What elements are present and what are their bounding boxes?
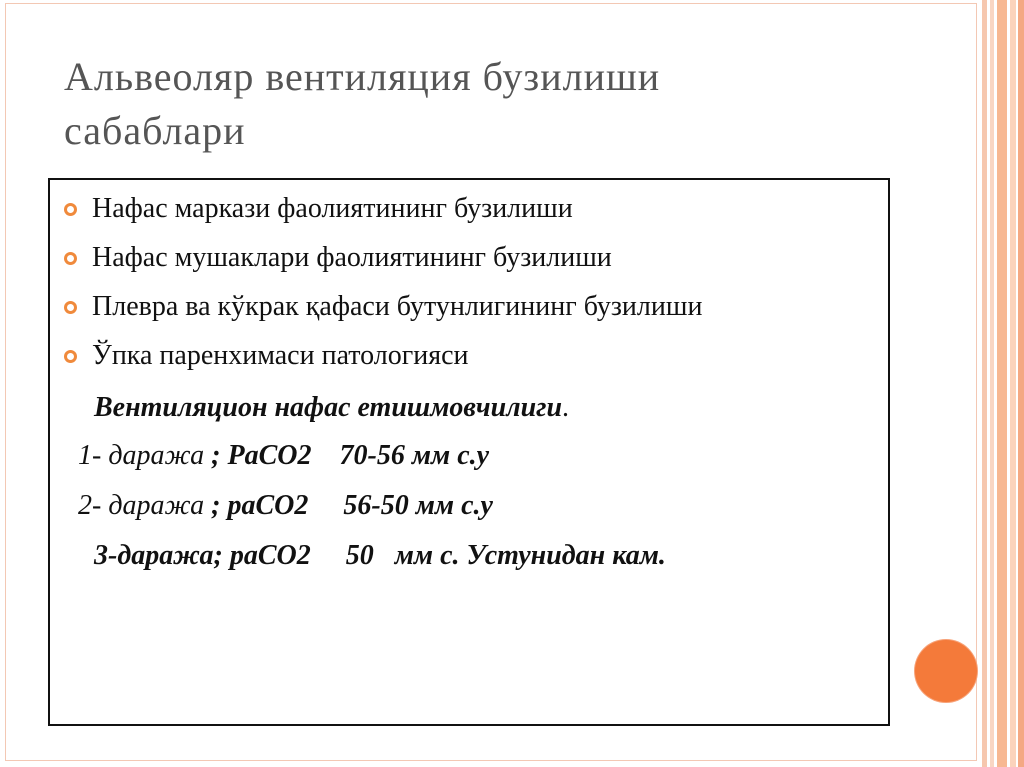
- decorative-stripe: [1018, 0, 1024, 767]
- degree-param: paCO2: [229, 540, 311, 571]
- subheading: [94, 388, 569, 428]
- degree-line-1: [78, 436, 489, 476]
- bullet-text: Ўпка паренхимаси патологияси: [92, 340, 469, 371]
- bullet-item: [64, 331, 874, 380]
- decorative-stripe: [982, 0, 987, 767]
- degree-separator: ;: [213, 540, 230, 571]
- bullet-item: [64, 184, 874, 233]
- slide-title: [64, 50, 944, 158]
- orange-ring-bullet-icon: [64, 350, 77, 363]
- degree-param: paCO2: [227, 490, 309, 521]
- degree-separator: ;: [204, 440, 228, 471]
- bullet-text: Плевра ва кўкрак қафаси бутунлигининг бузилиши: [92, 291, 703, 322]
- degree-param: PaCO2: [227, 440, 312, 471]
- bullet-item: [64, 282, 874, 331]
- degree-separator: ;: [204, 490, 228, 521]
- subheading-text: Вентиляцион нафас етишмовчилиги: [94, 392, 563, 423]
- decorative-stripe: [1010, 0, 1016, 767]
- content-box: [48, 178, 890, 726]
- degree-label: 3-даража: [94, 540, 214, 571]
- orange-ring-bullet-icon: [64, 301, 77, 314]
- decorative-stripe: [997, 0, 1007, 767]
- bullet-text: Нафас мушаклари фаолиятининг бузилиши: [92, 242, 612, 273]
- degree-value: 50 мм с. Устунидан кам.: [345, 540, 666, 571]
- decorative-stripe: [990, 0, 994, 767]
- orange-circle-icon: [915, 640, 977, 702]
- bullet-list: [64, 184, 874, 380]
- degree-line-2: [78, 486, 493, 526]
- degree-value: 70-56 мм с.у: [339, 440, 490, 471]
- title-line-2: сабаблари: [64, 108, 246, 153]
- title-line-1: Альвеоляр вентиляция бузилиши: [64, 54, 661, 99]
- degree-value: 56-50 мм с.у: [343, 490, 493, 521]
- degree-label: 2- даража: [78, 490, 205, 521]
- subheading-period: .: [562, 392, 570, 423]
- orange-ring-bullet-icon: [64, 252, 77, 265]
- bullet-item: [64, 233, 874, 282]
- bullet-text: Нафас маркази фаолиятининг бузилиши: [92, 193, 573, 224]
- orange-ring-bullet-icon: [64, 203, 77, 216]
- degree-label: 1- даража: [78, 440, 205, 471]
- degree-line-3: [94, 536, 666, 576]
